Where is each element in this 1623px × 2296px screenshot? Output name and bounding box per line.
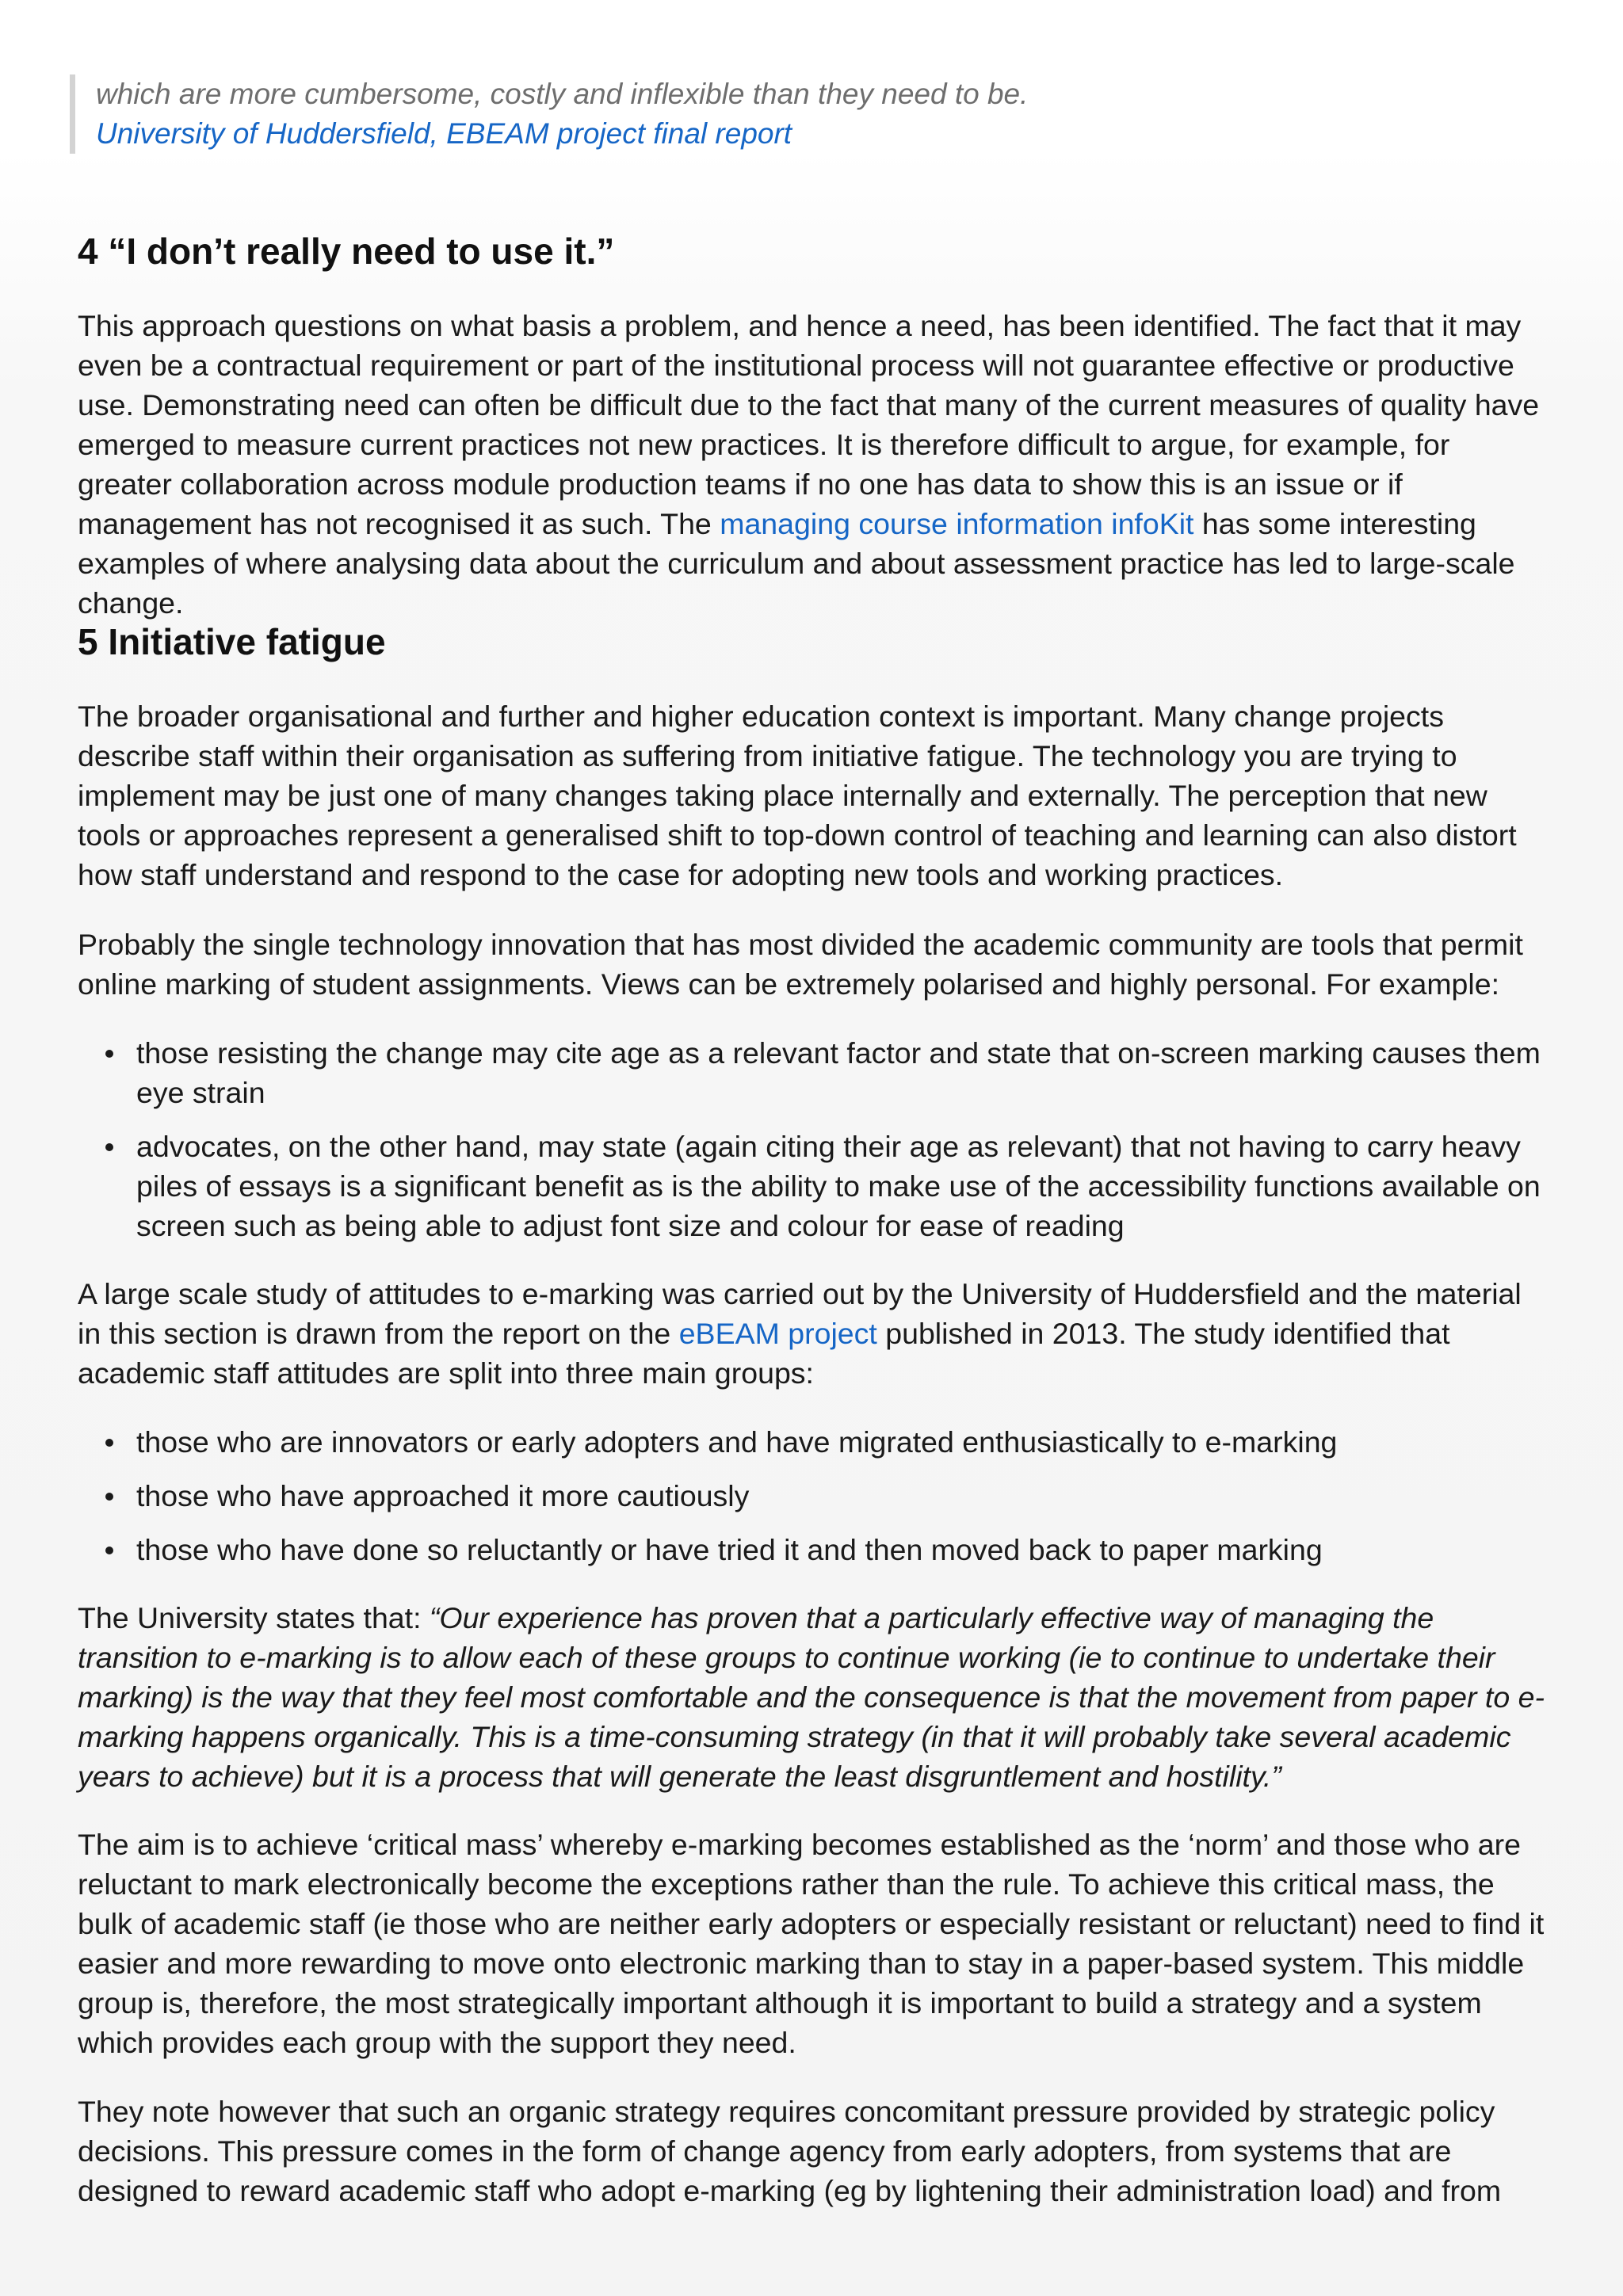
paragraph-text: The University states that: (78, 1601, 430, 1634)
section-5-paragraph-4 (78, 1598, 1552, 1796)
list-item: those resisting the change may cite age as a relevant factor and state that on-screen marking causes them eye strain (78, 1033, 1552, 1112)
section-5-paragraph-5: The aim is to achieve ‘critical mass’ whereby e-marking becomes established as the ‘norm’ and those who are reluctant to mark electronically become the exceptions rather than the rule. To achieve this critical mass, the bulk of academic staff (ie those who are neither early adopters or especially resistant or reluctant) need to find it easier and more rewarding to move onto electronic marking than to stay in a paper-based system. This middle group is, therefore, the most strategically important although it is important to build a strategy and a system which provides each group with the support they need. (78, 1828, 1545, 2059)
blockquote (70, 74, 1028, 154)
ebeam-project-link[interactable]: eBEAM project (678, 1317, 877, 1350)
list-item: those who have approached it more cautiously (78, 1476, 1552, 1516)
infokit-link[interactable]: managing course information infoKit (720, 507, 1194, 540)
paragraph-text: has some interesting examples of where analysing data about the curriculum and about assessment practice has led to large-scale change. (78, 507, 1515, 620)
section-5-heading: 5 Initiative fatigue (78, 621, 386, 662)
section-5-paragraph-3 (78, 1274, 1552, 1393)
list-item: advocates, on the other hand, may state (again citing their age as relevant) that not having to carry heavy piles of essays is a significant benefit as is the ability to make use of the accessibility functions available on screen such as being able to adjust font size and colour for ease of reading (78, 1127, 1552, 1245)
quote-source-link[interactable]: University of Huddersfield, EBEAM project final report (96, 117, 792, 150)
section-5-paragraph-6: They note however that such an organic strategy requires concomitant pressure provided by strategic policy decisions. This pressure comes in the form of change agency from early adopters, from systems that are designed to reward academic staff who adopt e-marking (eg by lightening their administration load) and from (78, 2095, 1502, 2207)
quote-text: which are more cumbersome, costly and inflexible than they need to be. (96, 78, 1029, 110)
bullet-list-groups (78, 1422, 1552, 1569)
paragraph-text: A large scale study of attitudes to e-marking was carried out by the University of Huddersfield and the material in this section is drawn from the report on the (78, 1277, 1522, 1350)
bullet-list-views (78, 1033, 1552, 1245)
list-item: those who are innovators or early adopters and have migrated enthusiastically to e-marking (78, 1422, 1552, 1462)
university-quote: “Our experience has proven that a particularly effective way of managing the transition to e-marking is to allow each of these groups to continue working (ie to continue to undertake their marking) is the way that they feel most comfortable and the consequence is that the movement from paper to e-marking happens organically. This is a time-consuming strategy (in that it will probably take several academic years to achieve) but it is a process that will generate the least disgruntlement and hostility.” (78, 1601, 1545, 1793)
list-item: those who have done so reluctantly or have tried it and then moved back to paper marking (78, 1530, 1552, 1569)
paragraph-text: published in 2013. The study identified that academic staff attitudes are split into three main groups: (78, 1317, 1450, 1390)
section-5-paragraph-2: Probably the single technology innovation that has most divided the academic community are tools that permit online marking of student assignments. Views can be extremely polarised and highly personal. For example: (78, 928, 1523, 1001)
paragraph-text: This approach questions on what basis a problem, and hence a need, has been identified. The fact that it may even be a contractual requirement or part of the institutional process will not guarantee effective or productive use. Demonstrating need can often be difficult due to the fact that many of the current measures of quality have emerged to measure current practices not new practices. It is therefore difficult to argue, for example, for greater collaboration across module production teams if no one has data to show this is an issue or if management has not recognised it as such. The (78, 309, 1540, 540)
section-5-paragraph-1: The broader organisational and further and higher education context is important. Many change projects describe staff within their organisation as suffering from initiative fatigue. The technology you are trying to implement may be just one of many changes taking place internally and externally. The perception that new tools or approaches represent a generalised shift to top-down control of teaching and learning can also distort how staff understand and respond to the case for adopting new tools and working practices. (78, 700, 1517, 891)
section-4-heading: 4 “I don’t really need to use it.” (78, 231, 615, 272)
section-4-paragraph (78, 306, 1552, 623)
